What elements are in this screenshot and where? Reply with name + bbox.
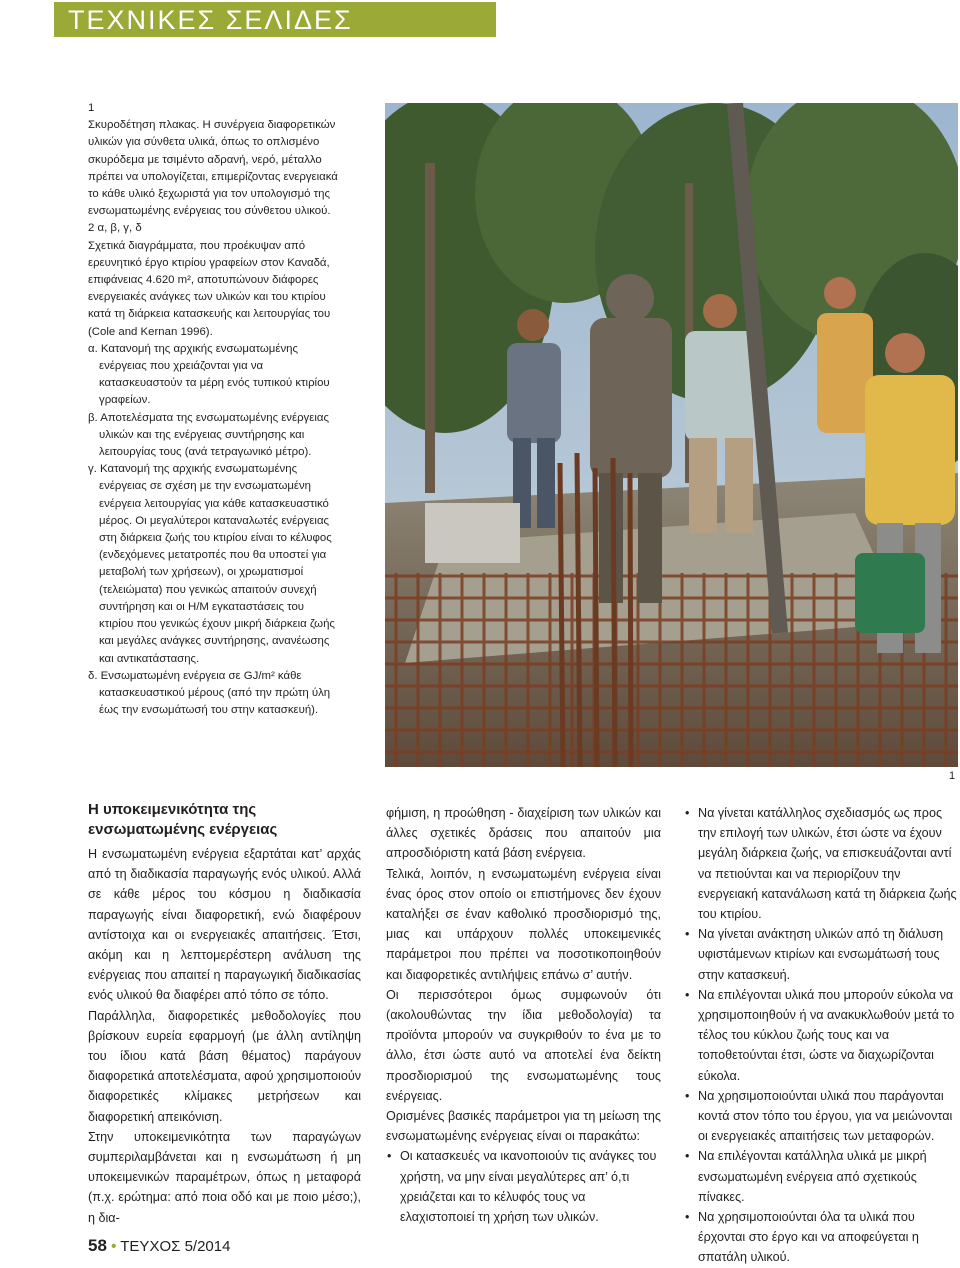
page-footer — [88, 1236, 230, 1256]
page-number: 58 — [88, 1236, 107, 1255]
caption-item-a: α. Κατανομή της αρχικής ενσωματωμένης ενέργειας που χρειάζονται για να κατασκευαστούν τα μέρη ενός τυπικού κτιρίου γραφείων. — [88, 342, 330, 407]
list-item: • Να επιλέγονται υλικά που μπορούν εύκολα να χρησιμοποιηθούν ή να ανακυκλωθούν μετά το τέλος του κύκλου ζωής τους και να τοποθετούνται έτσι, ώστε να διαχωρίζονται εύκολα. — [684, 985, 959, 1086]
list-item: • Να γίνεται κατάλληλος σχεδιασμός ως προς την επιλογή των υλικών, έτσι ώστε να έχουν μεγάλη διάρκεια ζωής, να επισκευάζονται αντί να πετιούνται και να περιορίζουν την ενεργειακή κατανάλωση κατά τη διάρκεια ζωής του κτιρίου. — [684, 803, 959, 924]
paragraph: Οι περισσότεροι όμως συμφωνούν ότι (ακολουθώντας την ίδια μεθοδολογία) τα προϊόντα μπορούν να συγκριθούν το ένα με το άλλο, έτσι ώστε αυτό να αποτελεί ένα δείκτη προσδιορισμού της ενσωματωμένης τους ενέργειας. — [386, 987, 661, 1103]
list-item: • Να γίνεται ανάκτηση υλικών από τη διάλυση υφιστάμενων κτιρίων και ενσωμάτωσή τους στην κατασκευή. — [684, 924, 959, 985]
article-column-1 — [88, 800, 361, 1228]
figure-captions — [88, 100, 338, 719]
footer-separator: • — [111, 1238, 117, 1255]
caption-number-1: 1 — [88, 102, 95, 114]
header-bar — [54, 2, 496, 37]
caption-text-2: Σχετικά διαγράμματα, που προέκυψαν από ερευνητικό έργο κτιρίου γραφείων στον Καναδά, επιφάνειας 4.620 m², αποτυπώνουν διάφορες ενεργειακές ανάγκες των υλικών και του κτιρίου κατά τη διάρκεια κατασκευής και λειτουργίας του (Cole and Kernan 1996). — [88, 239, 331, 338]
magazine-label: ΤΕΥΧΟΣ — [120, 1238, 181, 1255]
caption-item-b: β. Αποτελέσματα της ενσωματωμένης ενέργειας υλικών και της ενέργειας συντήρησης και λειτουργίας τους (ανά τετραγωνικό μέτρο). — [88, 411, 329, 459]
article-column-3 — [684, 803, 959, 1268]
bullet-list — [386, 1146, 661, 1227]
list-item: • Να χρησιμοποιούνται όλα τα υλικά που έρχονται στο έργο και να αποφεύγεται η σπατάλη υλικού. — [684, 1207, 959, 1268]
caption-item-d: δ. Ενσωματωμένη ενέργεια σε GJ/m² κάθε κατασκευαστικού μέρους (από την πρώτη ύλη έως την ενσωμάτωσή του στην κατασκευή). — [88, 669, 331, 717]
caption-item-c: γ. Κατανομή της αρχικής ενσωματωμένης ενέργειας σε σχέση με την ενσωματωμένη ενέργεια λειτουργίας για κάθε κατασκευαστικό μέρος. Οι μεγαλύτεροι καταναλωτές ενέργειας στη διάρκεια ζωής του κτιρίου είναι το κέλυφος (ενδεχόμενες μετατροπές που θα υποστεί για μεταβολή των χρήσεων), οι χρωματισμοί (τελειώματα) που γενικώς απαιτούν συνεχή συντήρηση και οι Η/Μ εγκαταστάσεις του κτιρίου που γενικώς έχουν μικρή διάρκεια ζωής και μεγάλες ανάγκες συντήρησης, ανανέωσης και αντικατάστασης. — [88, 463, 335, 665]
issue-number: 5/2014 — [184, 1238, 231, 1255]
paragraph: Παράλληλα, διαφορετικές μεθοδολογίες που βρίσκουν ευρεία εφαρμογή (με άλλη αντίληψη του ίδιου κατά βάση θέματος) παράγουν διαφορετικά αποτελέσματα, αφού χρησιμοποιούν διαφορετικές κλίμακες μετρήσεων και διαφορετική απεικόνιση. — [88, 1008, 362, 1124]
figure-number: 1 — [949, 770, 956, 782]
section-heading: Η υποκειμενικότητα της ενσωματωμένης ενέργειας — [88, 801, 278, 838]
caption-text-1: Σκυροδέτηση πλακας. Η συνέργεια διαφορετικών υλικών για σύνθετα υλικά, όπως το οπλισμένο σκυρόδεμα με τσιμέντο αδρανή, νερό, μέταλλο πρέπει να υπολογίζεται, επιμερίζοντας ενεργειακά το κάθε υλικό ξεχωριστά για τον υπολογισμό της ενσωματωμένης ενέργειας του σύνθετου υλικού. — [88, 119, 338, 218]
construction-photo — [385, 103, 958, 767]
paragraph: Η ενσωματωμένη ενέργεια εξαρτάται κατ’ αρχάς από τη διαδικασία παραγωγής ενός υλικού. Αλλά σε κάθε μέρος του κόσμου η διαδικασία παραγωγής είναι διαφορετική, ενώ διαφέρουν αντίστοιχα και οι ενεργειακές απαιτήσεις. Έτσι, ακόμη και η λεπτομερέστερη ανάλυση της ενέργειας που απαιτεί η παραγωγική διαδικασίας ενός υλικού θα διαφέρει από τόπο σε τόπο. — [88, 847, 361, 1003]
list-item: • Οι κατασκευές να ικανοποιούν τις ανάγκες του χρήστη, να μην είναι μεγαλύτερες απ’ ό,τι χρειάζεται και το κέλυφός τους να ελαχιστοποιεί τη χρήση των υλικών. — [386, 1146, 661, 1227]
page-section-title: ΤΕΧΝΙΚΕΣ ΣΕΛΙΔΕΣ — [68, 5, 353, 35]
paragraph: Στην υποκειμενικότητα των παραγώγων συμπεριλαμβάνεται και η ενσωμάτωση ή μη υποκειμενικών παραμέτρων, όπως η μεταφορά (π.χ. ερώτημα: από ποια οδό και με ποιο μέσο;), η δια- — [88, 1129, 361, 1225]
bullet-list — [684, 803, 959, 1268]
list-item: • Να επιλέγονται κατάλληλα υλικά με μικρή ενσωματωμένη ενέργεια από σχετικούς πίνακες. — [684, 1146, 959, 1207]
article-column-2 — [386, 803, 661, 1227]
list-item: • Να χρησιμοποιούνται υλικά που παράγονται κοντά στον τόπο του έργου, για να μειώνονται οι ενεργειακές απαιτήσεις των μεταφορών. — [684, 1086, 959, 1147]
paragraph: Τελικά, λοιπόν, η ενσωματωμένη ενέργεια είναι ένας όρος στον οποίο οι επιστήμονες δεν έχουν καταλήξει σε έναν καθολικό προσδιορισμό της, μιας και υπάρχουν πολλές υποκειμενικές παράμετροι που πρέπει να ποσοτικοποιηθούν και διαφορετικές αντιλήψεις επάνω σ’ αυτήν. — [386, 866, 661, 982]
caption-number-2: 2 α, β, γ, δ — [88, 222, 142, 235]
paragraph: φήμιση, η προώθηση - διαχείριση των υλικών και άλλες σχετικές δράσεις που απαιτούν μια απροσδιόριστη κατά βάση ενέργεια. — [386, 806, 661, 861]
paragraph: Ορισμένες βασικές παράμετροι για τη μείωση της ενσωματωμένης ενέργειας είναι οι παρακάτω: — [386, 1109, 661, 1144]
